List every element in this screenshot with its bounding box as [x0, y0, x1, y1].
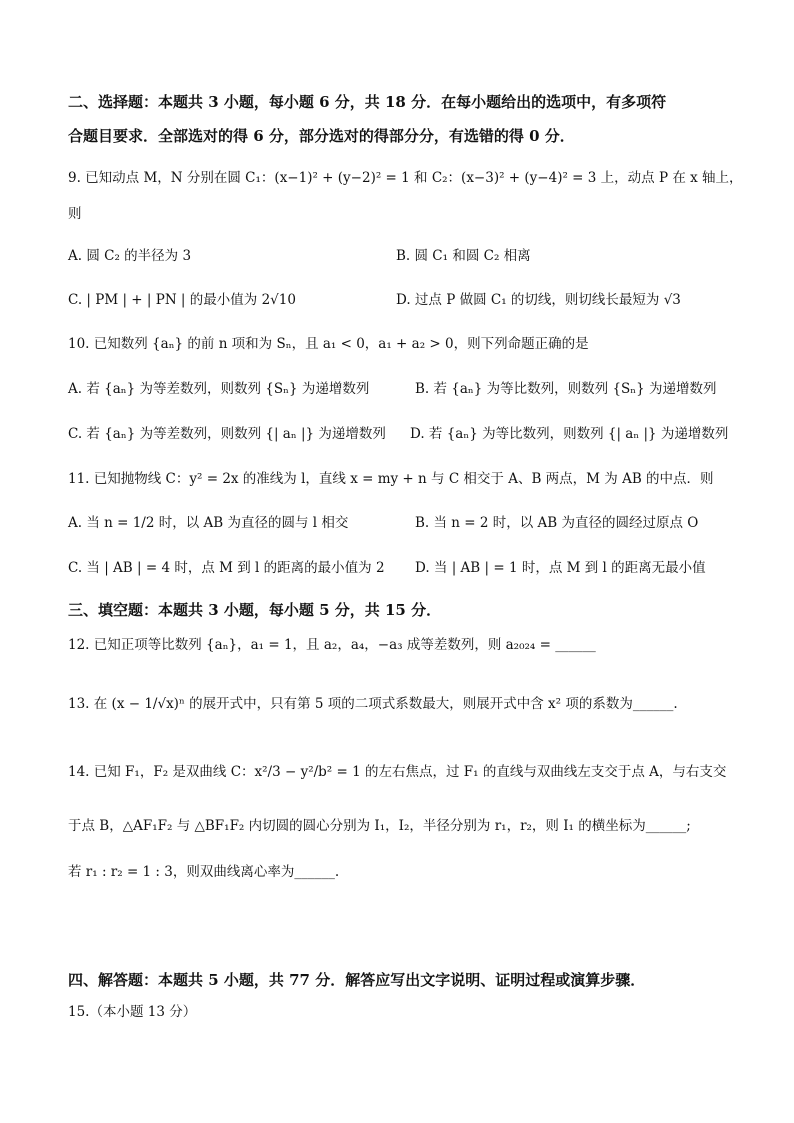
q9-option-d: D. 过点 P 做圆 C₁ 的切线，则切线长最短为 √3 — [396, 292, 681, 308]
q11-option-c: C. 当 | AB | = 4 时，点 M 到 l 的距离的最小值为 2 — [68, 560, 385, 576]
q9-stem: 9. 已知动点 M，N 分别在圆 C₁：(x−1)² + (y−2)² = 1 和 C₂：(x−3)² + (y−4)² = 3 上，动点 P 在 x 轴上， — [68, 170, 743, 186]
q9-option-b: B. 圆 C₁ 和圆 C₂ 相离 — [396, 248, 531, 264]
q10-option-d: D. 若 {aₙ} 为等比数列，则数列 {| aₙ |} 为递增数列 — [410, 426, 729, 442]
q12-text: 12. 已知正项等比数列 {aₙ}，a₁ = 1，且 a₂，a₄，−a₃ 成等差数列，则 a₂₀₂₄ = ______ — [68, 637, 596, 653]
section4-heading: 四、解答题：本题共 5 小题，共 77 分．解答应写出文字说明、证明过程或演算步骤． — [68, 971, 646, 989]
q9-stem-cont: 则 — [68, 206, 82, 222]
q10-option-b: B. 若 {aₙ} 为等比数列，则数列 {Sₙ} 为递增数列 — [415, 381, 717, 397]
q10-stem: 10. 已知数列 {aₙ} 的前 n 项和为 Sₙ，且 a₁ < 0，a₁ + a₂ > 0，则下列命题正确的是 — [68, 336, 589, 352]
section2-heading-line2: 合题目要求．全部选对的得 6 分，部分选对的得部分分，有选错的得 0 分． — [68, 127, 575, 145]
q11-option-a: A. 当 n = 1/2 时，以 AB 为直径的圆与 l 相交 — [68, 515, 349, 531]
q10-option-c: C. 若 {aₙ} 为等差数列，则数列 {| aₙ |} 为递增数列 — [68, 426, 386, 442]
q11-stem: 11. 已知抛物线 C：y² = 2x 的准线为 l，直线 x = my + n 与 C 相交于 A、B 两点，M 为 AB 的中点．则 — [68, 471, 714, 487]
q10-option-a: A. 若 {aₙ} 为等差数列，则数列 {Sₙ} 为递增数列 — [68, 381, 370, 397]
section3-heading: 三、填空题：本题共 3 小题，每小题 5 分，共 15 分． — [68, 601, 442, 619]
q9-option-c: C. | PM | + | PN | 的最小值为 2√10 — [68, 292, 296, 308]
q14-line3: 若 r₁ : r₂ = 1 : 3，则双曲线离心率为______. — [68, 864, 340, 880]
section2-heading-line1: 二、选择题：本题共 3 小题，每小题 6 分，共 18 分．在每小题给出的选项中，有多项符 — [68, 93, 667, 111]
q14-line1: 14. 已知 F₁，F₂ 是双曲线 C：x²/3 − y²/b² = 1 的左右焦点，过 F₁ 的直线与双曲线左支交于点 A，与右支交 — [68, 764, 727, 780]
q14-line2: 于点 B，△AF₁F₂ 与 △BF₁F₂ 内切圆的圆心分别为 I₁，I₂，半径分别为 r₁，r₂，则 I₁ 的横坐标为______; — [68, 818, 691, 834]
q13-text: 13. 在 (x − 1/√x)ⁿ 的展开式中，只有第 5 项的二项式系数最大，则展开式中含 x² 项的系数为______. — [68, 696, 678, 712]
q11-option-b: B. 当 n = 2 时，以 AB 为直径的圆经过原点 O — [415, 515, 699, 531]
q11-option-d: D. 当 | AB | = 1 时，点 M 到 l 的距离无最小值 — [415, 560, 706, 576]
q15-text: 15.（本小题 13 分） — [68, 1004, 197, 1020]
q9-option-a: A. 圆 C₂ 的半径为 3 — [68, 248, 192, 264]
